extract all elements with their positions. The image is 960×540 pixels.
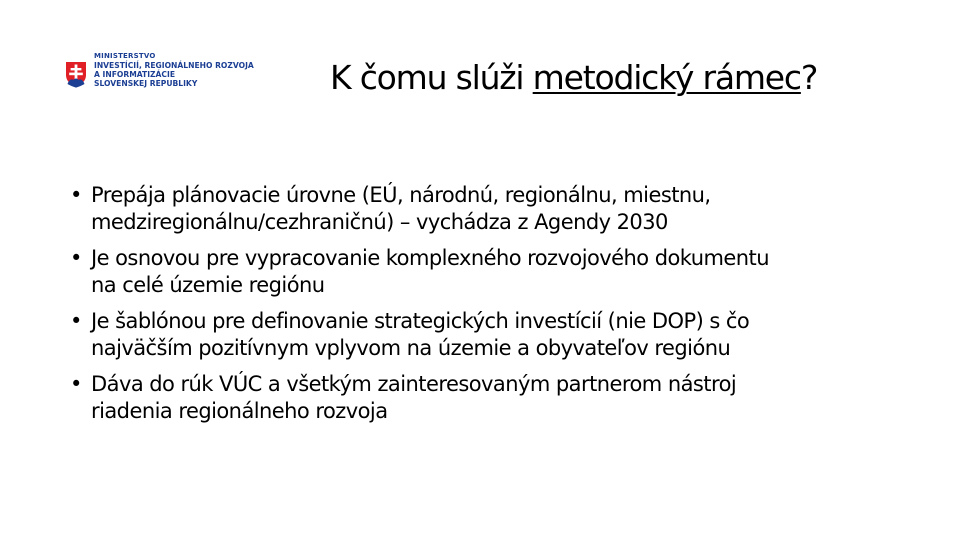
slide-title [330, 52, 920, 104]
slovak-coat-of-arms-icon [62, 58, 90, 90]
bullet-item [70, 245, 930, 299]
bullet-text-line: Je osnovou pre vypracovanie komplexného rozvojového dokumentu [91, 246, 770, 270]
logo-line: MINISTERSTVO [94, 52, 156, 60]
bullet-marker: • [70, 309, 82, 333]
title-suffix: ? [800, 58, 818, 97]
bullet-text-line: najväčším pozitívnym vplyvom na územie a obyvateľov regiónu [91, 336, 731, 360]
bullet-text-line: medziregionálnu/cezhraničnú) – vychádza z Agendy 2030 [91, 210, 668, 234]
title-prefix: K čomu slúži [330, 58, 533, 97]
logo-line: INVESTÍCIÍ, REGIONÁLNEHO ROZVOJA [94, 61, 254, 70]
bullet-item [70, 182, 930, 236]
ministry-name [94, 52, 272, 88]
bullet-list [70, 182, 930, 434]
ministry-logo [62, 52, 272, 98]
bullet-text-line: na celé územie regiónu [91, 273, 325, 297]
bullet-text-line: riadenia regionálneho rozvoja [91, 399, 388, 423]
bullet-marker: • [70, 372, 82, 396]
logo-line: SLOVENSKEJ REPUBLIKY [94, 79, 198, 88]
bullet-text-line: Dáva do rúk VÚC a všetkým zainteresovaným partnerom nástroj [91, 372, 737, 396]
bullet-item [70, 371, 930, 425]
bullet-marker: • [70, 246, 82, 270]
title-underlined-text: metodický rámec [532, 58, 801, 97]
bullet-marker: • [70, 183, 82, 207]
bullet-item [70, 308, 930, 362]
bullet-text-line: Je šablónou pre definovanie strategických investícií (nie DOP) s čo [91, 309, 750, 333]
logo-line: A INFORMATIZÁCIE [94, 70, 176, 79]
bullet-text-line: Prepája plánovacie úrovne (EÚ, národnú, regionálnu, miestnu, [91, 183, 711, 207]
